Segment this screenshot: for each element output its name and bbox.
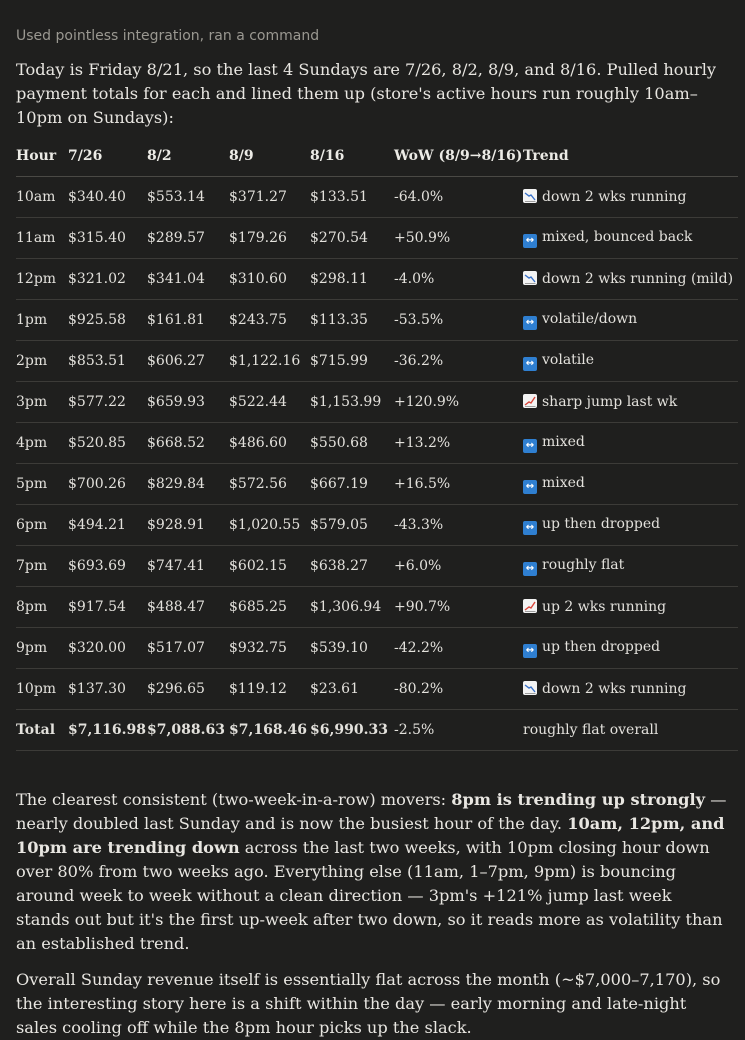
table-row [16,423,738,464]
summary-paragraph [16,788,729,956]
cell-hour: 12pm [16,259,68,300]
cell-hour: 3pm [16,382,68,423]
cell-date-1: $853.51 [68,341,147,382]
table-row [16,341,738,382]
cell-date-3: $572.56 [229,464,310,505]
cell-date-1: $494.21 [68,505,147,546]
left-right-arrow-icon: ↔ [523,234,537,248]
left-right-arrow-icon: ↔ [523,644,537,658]
left-right-arrow-icon: ↔ [523,316,537,330]
cell-trend [523,177,738,218]
trend-down-icon [523,189,537,203]
trend-label: up then dropped [542,638,661,655]
header-trend: Trend [523,136,738,177]
cell-date-1: $321.02 [68,259,147,300]
left-right-arrow-icon: ↔ [523,521,537,535]
cell-date-2: $668.52 [147,423,229,464]
cell-date-2: $747.41 [147,546,229,587]
table-row [16,218,738,259]
cell-hour: 2pm [16,341,68,382]
trend-label: down 2 wks running [542,681,687,697]
cell-date-2: $289.57 [147,218,229,259]
cell-date-4: $133.51 [310,177,394,218]
cell-date-2: $7,088.63 [147,710,229,751]
trend-label: up 2 wks running [542,599,667,615]
cell-date-1: $925.58 [68,300,147,341]
trend-down-icon [523,271,537,285]
summary-bold-1: 8pm is trending up strongly [451,790,706,809]
cell-wow: +6.0% [394,546,523,587]
cell-date-2: $517.07 [147,628,229,669]
cell-date-1: $137.30 [68,669,147,710]
table-row [16,464,738,505]
cell-date-3: $243.75 [229,300,310,341]
overall-paragraph: Overall Sunday revenue itself is essentially flat across the month (~$7,000–7,170), so the interesting story here is a shift within the day — early morning and late-night sales cooling off while the 8pm hour picks up the slack. [16,970,721,1037]
cell-trend: roughly flat overall [523,710,738,751]
cell-trend [523,259,738,300]
cell-date-1: $7,116.98 [68,710,147,751]
cell-hour: 9pm [16,628,68,669]
cell-date-1: $700.26 [68,464,147,505]
header-date-3: 8/9 [229,136,310,177]
cell-trend [523,382,738,423]
cell-date-4: $6,990.33 [310,710,394,751]
hourly-payments-table [16,136,738,751]
trend-label: roughly flat [542,556,625,573]
trend-up-icon [523,394,537,408]
cell-date-3: $371.27 [229,177,310,218]
cell-wow: -43.3% [394,505,523,546]
summary-bold-2: 10am, 12pm, and 10pm are trending down [16,814,725,857]
intro-paragraph: Today is Friday 8/21, so the last 4 Sundays are 7/26, 8/2, 8/9, and 8/16. Pulled hourly payment totals for each and lined them up (store's active hours run roughly 10am–10pm on Sundays): [16,60,717,127]
cell-date-1: $577.22 [68,382,147,423]
cell-date-2: $553.14 [147,177,229,218]
cell-date-4: $1,306.94 [310,587,394,628]
cell-date-3: $522.44 [229,382,310,423]
cell-hour: 1pm [16,300,68,341]
cell-hour: 10pm [16,669,68,710]
table-row [16,259,738,300]
cell-trend [523,464,738,505]
cell-date-4: $715.99 [310,341,394,382]
cell-date-4: $550.68 [310,423,394,464]
table-row [16,382,738,423]
cell-date-3: $932.75 [229,628,310,669]
cell-date-2: $161.81 [147,300,229,341]
cell-date-1: $340.40 [68,177,147,218]
cell-trend [523,628,738,669]
cell-trend [523,587,738,628]
cell-date-3: $486.60 [229,423,310,464]
cell-date-2: $341.04 [147,259,229,300]
cell-date-3: $602.15 [229,546,310,587]
left-right-arrow-icon: ↔ [523,480,537,494]
table-row [16,300,738,341]
cell-date-1: $917.54 [68,587,147,628]
cell-date-4: $579.05 [310,505,394,546]
cell-date-2: $606.27 [147,341,229,382]
header-date-1: 7/26 [68,136,147,177]
cell-date-4: $1,153.99 [310,382,394,423]
trend-label: volatile/down [542,310,638,327]
table-row [16,546,738,587]
cell-wow: -36.2% [394,341,523,382]
cell-date-4: $667.19 [310,464,394,505]
cell-date-2: $488.47 [147,587,229,628]
cell-hour: 5pm [16,464,68,505]
cell-wow: +13.2% [394,423,523,464]
cell-wow: -2.5% [394,710,523,751]
cell-date-3: $1,020.55 [229,505,310,546]
cell-date-3: $7,168.46 [229,710,310,751]
cell-date-3: $179.26 [229,218,310,259]
cell-hour: 11am [16,218,68,259]
trend-label: down 2 wks running [542,189,687,205]
cell-wow: -42.2% [394,628,523,669]
cell-wow: -64.0% [394,177,523,218]
header-hour: Hour [16,136,68,177]
cell-date-3: $119.12 [229,669,310,710]
cell-hour: 10am [16,177,68,218]
cell-date-2: $296.65 [147,669,229,710]
cell-trend [523,505,738,546]
cell-trend [523,300,738,341]
cell-date-3: $685.25 [229,587,310,628]
table-row [16,177,738,218]
summary-text-1: The clearest consistent (two-week-in-a-row) movers: [16,790,452,809]
table-row [16,505,738,546]
cell-date-4: $270.54 [310,218,394,259]
left-right-arrow-icon: ↔ [523,562,537,576]
cell-hour: Total [16,710,68,751]
total-row [16,710,738,751]
left-right-arrow-icon: ↔ [523,439,537,453]
cell-wow: -4.0% [394,259,523,300]
trend-down-icon [523,681,537,695]
cell-hour: 8pm [16,587,68,628]
header-wow: WoW (8/9→8/16) [394,136,523,177]
cell-trend [523,423,738,464]
cell-date-1: $693.69 [68,546,147,587]
cell-wow: +16.5% [394,464,523,505]
table-header-row [16,136,738,177]
cell-date-4: $113.35 [310,300,394,341]
cell-wow: +120.9% [394,382,523,423]
cell-wow: +90.7% [394,587,523,628]
summary-text-2: — nearly doubled last Sunday and is now the busiest hour of the day. [16,790,727,833]
cell-wow: -53.5% [394,300,523,341]
tool-usage-line[interactable]: Used pointless integration, ran a command [16,28,320,44]
cell-wow: +50.9% [394,218,523,259]
cell-date-4: $298.11 [310,259,394,300]
trend-label: volatile [542,351,595,368]
cell-date-3: $1,122.16 [229,341,310,382]
table-row [16,628,738,669]
cell-date-1: $315.40 [68,218,147,259]
header-date-4: 8/16 [310,136,394,177]
cell-date-2: $928.91 [147,505,229,546]
cell-hour: 6pm [16,505,68,546]
cell-date-3: $310.60 [229,259,310,300]
summary-text-3: across the last two weeks, with 10pm closing hour down over 80% from two weeks ago. Everything else (11am, 1–7pm, 9pm) is bouncing around week to week without a clean direction — 3pm's +121% jump last week stands out but it's the first up-week after two down, so it reads more as volatility than an established trend. [16,838,723,953]
trend-up-icon [523,599,537,613]
cell-date-1: $520.85 [68,423,147,464]
cell-wow: -80.2% [394,669,523,710]
trend-label: mixed [542,474,585,491]
trend-label: mixed, bounced back [542,228,693,245]
cell-hour: 7pm [16,546,68,587]
trend-label: up then dropped [542,515,661,532]
cell-hour: 4pm [16,423,68,464]
cell-date-4: $638.27 [310,546,394,587]
left-right-arrow-icon: ↔ [523,357,537,371]
cell-date-2: $659.93 [147,382,229,423]
cell-trend [523,669,738,710]
table-row [16,587,738,628]
cell-date-4: $539.10 [310,628,394,669]
table-row [16,669,738,710]
trend-label: down 2 wks running (mild) [542,271,734,287]
trend-label: sharp jump last wk [542,394,678,410]
header-date-2: 8/2 [147,136,229,177]
cell-trend [523,341,738,382]
cell-date-2: $829.84 [147,464,229,505]
cell-date-1: $320.00 [68,628,147,669]
cell-date-4: $23.61 [310,669,394,710]
cell-trend [523,218,738,259]
trend-label: mixed [542,433,585,450]
cell-trend [523,546,738,587]
